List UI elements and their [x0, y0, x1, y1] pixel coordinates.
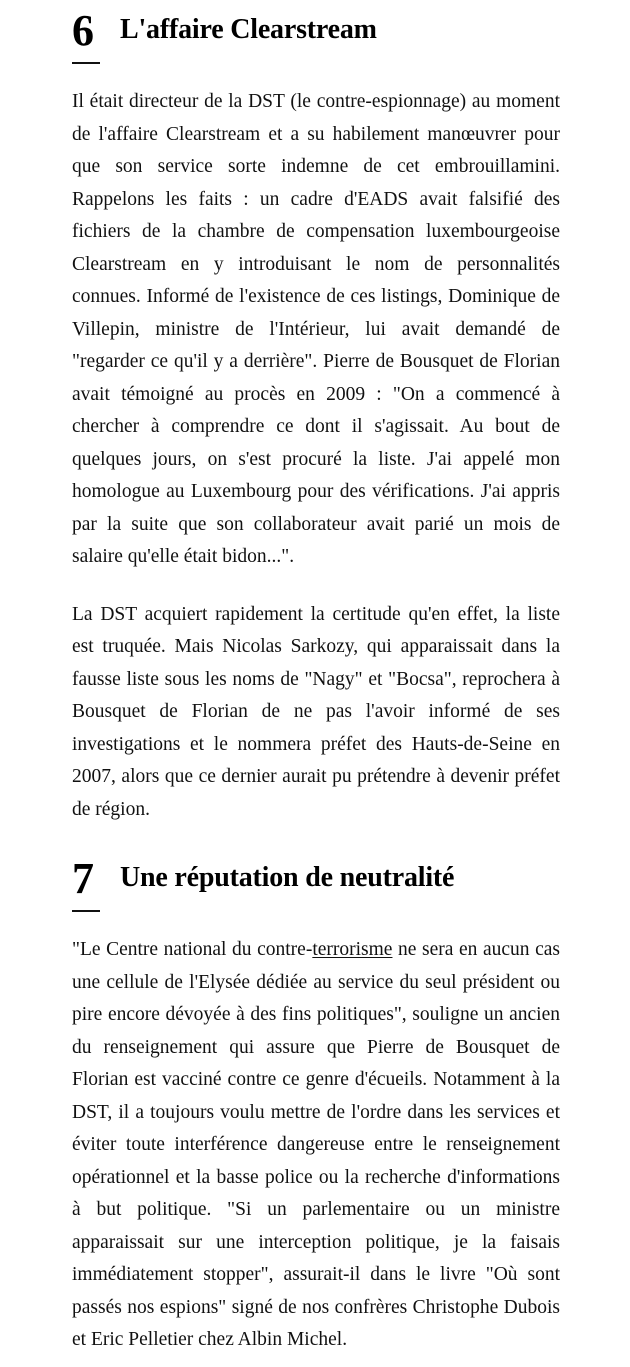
section-paragraph: La DST acquiert rapidement la certitude qu'en effet, la liste est truquée. Mais Nicolas Sarkozy, qui apparaissait dans la fausse liste sous les noms de "Nagy" et "Bocsa", reprochera à Bousquet de Florian de ne pas l'avoir informé de ses investigations et le nommera préfet des Hauts-de-Seine en 2007, alors que ce dernier aurait pu prétendre à devenir préfet de région. [72, 603, 560, 820]
paragraph-rest-text: ne sera en aucun cas une cellule de l'Elysée dédiée au service du seul président ou pire encore dévoyée à des fins politiques", souligne un ancien du renseignement qui assure que Pierre de Bousquet de Florian est vacciné contre ce genre d'écueils. Notamment à la DST, il a toujours voulu mettre de l'ordre dans les services et éviter toute interférence dangereuse entre le renseignement opérationnel et la basse police ou la recherche d'informations à but politique. "Si un parlementaire ou un ministre apparaissait sur une interception politique, je la faisais immédiatement stopper", assurait-il dans le livre "Où sont passés nos espions" signé de nos confrères Christophe Dubois et Eric Pelletier chez Albin Michel. [72, 939, 560, 1350]
section-number: 7 [72, 856, 98, 916]
article-section-6 [72, 8, 560, 826]
paragraph-lead-text: "Le Centre national du contre- [72, 939, 313, 960]
article-section-7 [72, 856, 560, 1357]
section-header [72, 8, 560, 68]
section-paragraph: Il était directeur de la DST (le contre-espionnage) au moment de l'affaire Clearstream et a su habilement manœuvrer pour que son service sorte indemne de cet embrouillamini. Rappelons les faits : un cadre d'EADS avait falsifié des fichiers de la chambre de compensation luxembourgeoise Clearstream en y introduisant le nom de personnalités connues. Informé de l'existence de ces listings, Dominique de Villepin, ministre de l'Intérieur, lui avait demandé de "regarder ce qu'il y a derrière". Pierre de Bousquet de Florian avait témoigné au procès en 2009 : "On a commencé à chercher à comprendre ce dont il s'agissait. Au bout de quelques jours, on s'est procuré la liste. J'ai appelé mon homologue au Luxembourg pour des vérifications. J'ai appris par la suite que son collaborateur avait parié un mois de salaire qu'elle était bidon...". [72, 91, 560, 567]
terrorisme-link[interactable]: terrorisme [312, 939, 393, 960]
section-paragraph [72, 934, 560, 1357]
section-title: L'affaire Clearstream [120, 14, 377, 45]
section-header [72, 856, 560, 916]
section-title: Une réputation de neutralité [120, 862, 455, 893]
section-number: 6 [72, 8, 98, 68]
